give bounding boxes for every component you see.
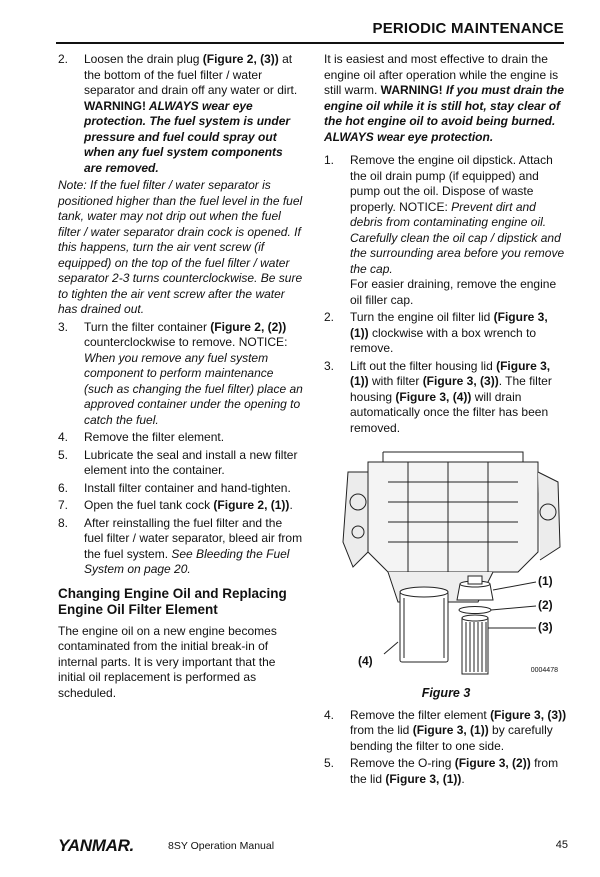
step-number: 7. bbox=[58, 498, 69, 512]
step-number: 1. bbox=[324, 153, 335, 167]
step-2-oil bbox=[324, 310, 568, 357]
notice-text: When you remove any fuel system component to perform maintenance (such as changing the fuel filter) place an approved container under the opening to catch the fuel. bbox=[84, 350, 303, 427]
text: For easier draining, remove the engine oil filler cap. bbox=[350, 277, 557, 307]
text: from the lid bbox=[350, 756, 559, 786]
text: . The filter housing bbox=[350, 374, 552, 404]
figure-3-illustration bbox=[328, 442, 568, 682]
warning-label: WARNING! bbox=[380, 83, 443, 97]
text: with filter bbox=[368, 374, 423, 388]
left-column bbox=[58, 52, 304, 709]
text: counterclockwise to remove. NOTICE: bbox=[84, 335, 288, 349]
cross-reference: See Bleeding the Fuel System on page 20. bbox=[84, 546, 290, 576]
text: Remove the O-ring bbox=[350, 756, 455, 770]
step-text bbox=[350, 310, 568, 357]
text: by carefully bending the filter to one side. bbox=[350, 723, 553, 753]
right-column bbox=[324, 52, 568, 789]
step-2-fuel bbox=[58, 52, 304, 176]
figure-ref: (Figure 3, (4)) bbox=[395, 389, 472, 404]
step-text bbox=[84, 320, 304, 429]
step-number: 2. bbox=[58, 52, 69, 66]
step-5-fuel bbox=[58, 448, 304, 479]
section-header-title: PERIODIC MAINTENANCE bbox=[372, 20, 564, 37]
step-number: 4. bbox=[324, 707, 335, 722]
warning-label: WARNING! bbox=[84, 98, 146, 113]
step-number: 8. bbox=[58, 515, 69, 530]
step-6-fuel bbox=[58, 481, 304, 497]
text: Loosen the drain plug bbox=[84, 52, 203, 66]
callout-label: (4) bbox=[358, 654, 373, 668]
figure-ref: (Figure 2, (2)) bbox=[210, 319, 287, 334]
text: . bbox=[289, 498, 293, 512]
step-text bbox=[350, 756, 568, 787]
figure-ref: (Figure 3, (1)) bbox=[385, 771, 462, 786]
figure-ref: (Figure 2, (1)) bbox=[213, 498, 290, 512]
step-text bbox=[350, 708, 568, 755]
text: . bbox=[461, 771, 465, 786]
step-5-oil bbox=[324, 756, 568, 787]
note-paragraph: Note: If the fuel filter / water separator is positioned higher than the fuel level in the fuel tank, water may not drip out when the fuel filter / water separator drain cock is opened. If this happens, turn the air vent screw (if equipped) on the top of the fuel filter / water separator 2-3 turns counterclockwise. Be sure to tighten the air vent screw after the water has drained out. bbox=[58, 178, 303, 316]
figure-ref: (Figure 3, (1)) bbox=[412, 723, 489, 737]
step-number: 6. bbox=[58, 480, 69, 495]
step-text bbox=[350, 359, 568, 437]
oil-intro-paragraph bbox=[324, 52, 568, 145]
section-intro: The engine oil on a new engine becomes contaminated from the initial break-in of internal parts. It is very important that the initial oil replacement is performed as scheduled. bbox=[58, 623, 277, 700]
step-4-oil bbox=[324, 708, 568, 755]
section-heading: Changing Engine Oil and Replacing Engine Oil Filter Element bbox=[58, 585, 287, 617]
text: It is easiest and most effective to drain the engine oil after operation while the engine is still warm. bbox=[324, 52, 559, 97]
figure-code: 0004478 bbox=[530, 666, 558, 674]
figure-ref: (Figure 3, (2)) bbox=[454, 756, 531, 770]
page-header bbox=[56, 16, 564, 44]
step-1-oil bbox=[324, 153, 568, 308]
text: Open the fuel tank cock bbox=[84, 498, 214, 512]
page-footer bbox=[58, 836, 568, 856]
step-text: Remove the filter element. bbox=[84, 430, 225, 444]
page-number: 45 bbox=[555, 839, 568, 851]
figure-ref: (Figure 3, (3)) bbox=[422, 374, 499, 388]
step-number: 2. bbox=[324, 310, 335, 324]
callout-label: (1) bbox=[538, 574, 553, 588]
callout-label: (2) bbox=[538, 598, 553, 612]
text: Remove the engine oil dipstick. Attach the oil drain pump (if equipped) and pump out the oil. Dispose of waste properly. NOTICE: bbox=[350, 153, 553, 214]
step-3-fuel bbox=[58, 320, 304, 429]
figure-ref: (Figure 3, (1)) bbox=[350, 358, 551, 388]
step-text bbox=[84, 516, 304, 578]
step-text bbox=[350, 153, 568, 308]
callout-label: (3) bbox=[538, 620, 553, 634]
text: Turn the engine oil filter lid bbox=[350, 310, 494, 324]
brand-logo: YANMAR. bbox=[58, 836, 134, 855]
step-8-fuel bbox=[58, 516, 304, 578]
step-text bbox=[84, 52, 304, 176]
step-4-fuel bbox=[58, 430, 304, 446]
step-number: 5. bbox=[324, 756, 335, 770]
step-number: 4. bbox=[58, 430, 69, 444]
text: Remove the filter element bbox=[350, 707, 491, 722]
step-number: 3. bbox=[58, 319, 69, 334]
text: After reinstalling the fuel filter and the fuel filter / water separator, bleed air from the fuel system. bbox=[84, 515, 303, 561]
step-7-fuel bbox=[58, 498, 304, 514]
figure-ref: (Figure 3, (1)) bbox=[350, 310, 548, 340]
step-text bbox=[84, 498, 304, 514]
text: clockwise with a box wrench to remove. bbox=[350, 325, 537, 355]
step-number: 3. bbox=[324, 358, 335, 373]
text: will drain automatically once the filter has been removed. bbox=[350, 389, 549, 435]
text: Lift out the filter housing lid bbox=[350, 358, 497, 373]
text: Turn the filter container bbox=[84, 319, 211, 334]
step-number: 5. bbox=[58, 447, 69, 462]
step-text: Install filter container and hand-tighten. bbox=[84, 480, 291, 495]
warning-text: ALWAYS wear eye protection. The fuel system is under pressure and fuel could spray out when any fuel system components are removed. bbox=[84, 98, 291, 175]
warning-text: If you must drain the engine oil while it is still hot, stay clear of the hot engine oil to avoid being burned. ALWAYS wear eye protection. bbox=[324, 83, 565, 144]
step-text: Lubricate the seal and install a new filter element into the container. bbox=[84, 447, 298, 477]
figure-ref: (Figure 3, (3)) bbox=[490, 707, 567, 722]
figure-caption: Figure 3 bbox=[421, 686, 471, 700]
engine-oil-filter-drawing bbox=[328, 442, 568, 682]
manual-title: 8SY Operation Manual bbox=[168, 840, 275, 852]
text: at the bottom of the fuel filter / water separator and drain off any water or dirt. bbox=[84, 52, 298, 97]
figure-ref: (Figure 2, (3)) bbox=[202, 52, 279, 66]
step-3-oil bbox=[324, 359, 568, 437]
notice-text: Prevent dirt and debris from contaminating engine oil. Carefully clean the oil cap / dipstick and the surrounding area before you remove the cap. bbox=[350, 199, 565, 276]
text: from the lid bbox=[350, 723, 413, 737]
